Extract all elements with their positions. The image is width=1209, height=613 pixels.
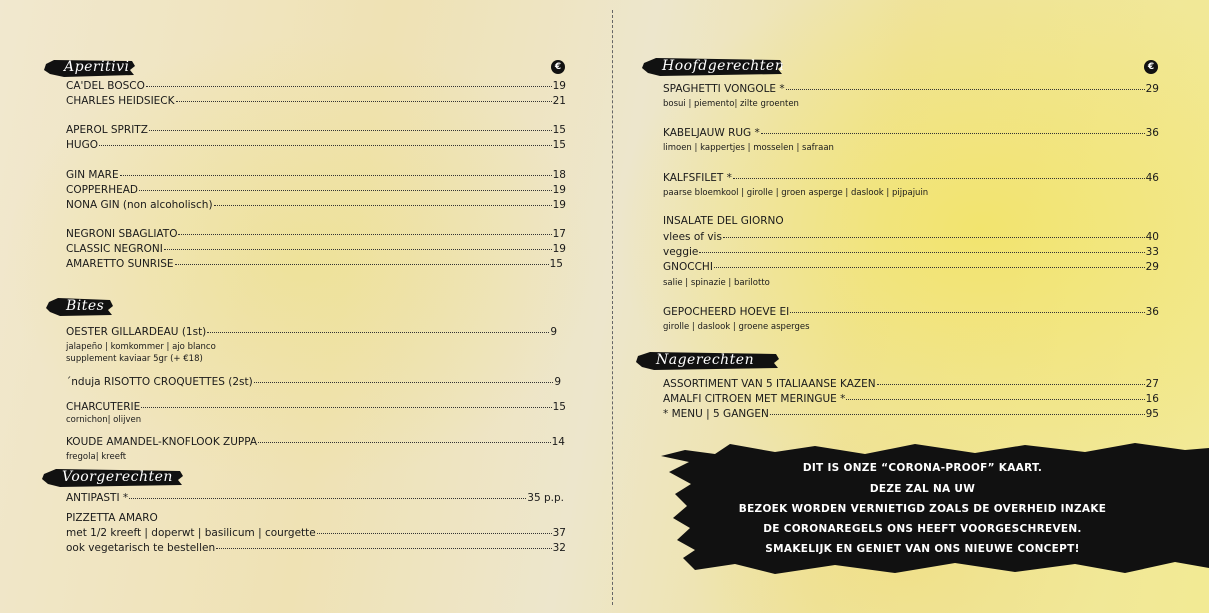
notice-line: DE CORONAREGELS ONS HEEFT VOORGESCHREVEN. [763,523,1082,535]
section-heading-bites [46,297,114,317]
menu-item-description: limoen | kappertjes | mosselen | safraan [663,143,834,153]
euro-icon: € [551,60,565,74]
menu-item: ook vegetarisch te bestellen 32 [66,542,566,554]
menu-item: ASSORTIMENT VAN 5 ITALIAANSE KAZEN 27 [663,378,1159,390]
section-heading-hoofdgerechten [642,57,784,77]
menu-item: CHARLES HEIDSIECK 21 [66,95,566,107]
menu-item: SPAGHETTI VONGOLE * 29 [663,83,1159,95]
section-title: Aperitivi [64,59,130,75]
section-heading-voorgerechten [42,468,184,488]
section-title: Hoofdgerechten [662,58,785,74]
menu-item-description: supplement kaviaar 5gr (+ €18) [66,354,203,364]
menu-item: PIZZETTA AMARO [66,512,158,524]
menu-item: GNOCCHI 29 [663,261,1159,273]
notice-line: SMAKELIJK EN GENIET VAN ONS NIEUWE CONCEPT! [765,543,1080,555]
menu-item: KABELJAUW RUG * 36 [663,127,1159,139]
menu-item: COPPERHEAD 19 [66,184,566,196]
menu-item: AMALFI CITROEN MET MERINGUE * 16 [663,393,1159,405]
notice-line: DEZE ZAL NA UW [869,483,976,495]
euro-icon: € [1144,60,1158,74]
menu-item: CA'DEL BOSCO 19 [66,80,566,92]
section-heading-nagerechten [636,351,780,371]
menu-item-description: fregola| kreeft [66,452,127,462]
menu-item: AMARETTO SUNRISE 15 [66,258,563,270]
menu-item-description: bosui | piemento| zilte groenten [663,99,799,109]
menu-item: NONA GIN (non alcoholisch) 19 [66,199,566,211]
menu-item: met 1/2 kreeft | doperwt | basilicum | courgette 37 [66,527,566,539]
menu-item: KOUDE AMANDEL-KNOFLOOK ZUPPA 14 [66,436,565,448]
notice-line: BEZOEK WORDEN VERNIETIGD ZOALS DE OVERHEID INZAKE [738,503,1107,515]
menu-item: ´nduja RISOTTO CROQUETTES (2st) 9 [66,376,561,388]
corona-notice-banner [655,440,1209,575]
menu-item: APEROL SPRITZ 15 [66,124,566,136]
menu-item: GIN MARE 18 [66,169,566,181]
menu-item: KALFSFILET * 46 [663,172,1159,184]
section-title: Bites [66,298,105,314]
section-title: Nagerechten [656,352,755,368]
menu-item-description: girolle | daslook | groene asperges [663,322,810,332]
menu-item-description: cornichon| olijven [66,415,142,425]
notice-line: DIT IS ONZE “CORONA-PROOF” KAART. [802,462,1043,474]
menu-item: CLASSIC NEGRONI 19 [66,243,566,255]
menu-item-description: jalapeño | komkommer | ajo blanco [66,342,216,352]
menu-item: GEPOCHEERD HOEVE EI 36 [663,306,1159,318]
menu-item: OESTER GILLARDEAU (1st) 9 [66,326,557,338]
menu-item: * MENU | 5 GANGEN 95 [663,408,1159,420]
section-heading-aperitivi [44,58,136,78]
page-fold-divider [612,10,613,605]
menu-item-description: paarse bloemkool | girolle | groen asperge | daslook | pijpajuin [663,188,929,198]
menu-item: INSALATE DEL GIORNO [663,215,784,227]
menu-item: HUGO 15 [66,139,566,151]
menu-item: NEGRONI SBAGLIATO 17 [66,228,566,240]
menu-item: veggie 33 [663,246,1159,258]
menu-item: ANTIPASTI * 35 p.p. [66,492,564,504]
section-title: Voorgerechten [62,469,173,485]
menu-item: CHARCUTERIE 15 [66,401,566,413]
menu-item: vlees of vis 40 [663,231,1159,243]
menu-item-description: salie | spinazie | barilotto [663,278,770,288]
